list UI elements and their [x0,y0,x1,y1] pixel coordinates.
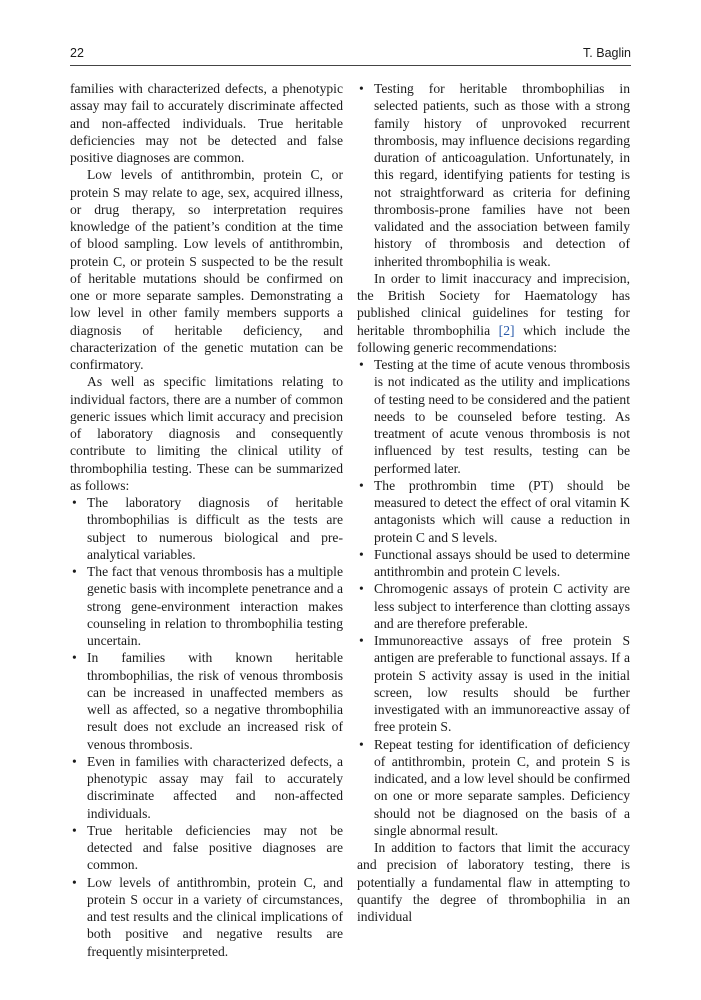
bullet-icon: • [72,753,77,769]
list-item [70,822,343,874]
bullet-icon: • [359,736,364,752]
list-item [357,80,630,270]
running-head-author: T. Baglin [583,46,631,60]
list-item [357,356,630,477]
list-item [70,649,343,753]
paragraph-text: In order to limit inaccuracy and imprecision, the British Society for Haematology has published clinical guidelines for testing for heritable thrombophilia [357,270,630,338]
list-item-text: Chromogenic assays of protein C activity are less subject to interference than clotting assays and are therefore preferable. [374,581,630,631]
list-item [357,632,630,736]
right-paragraph-2: In addition to factors that limit the accuracy and precision of laboratory testing, there is potentially a fundamental flaw in attempting to quantify the degree of thrombophilia in an individual [357,840,630,924]
bullet-icon: • [72,874,77,890]
bullet-icon: • [72,495,77,510]
header-rule [70,65,631,66]
left-paragraph-1: families with characterized defects, a phenotypic assay may fail to accurately discriminate affected and non-affected individuals. True heritable deficiencies may not be detected and false positive diagnoses are common. [70,81,343,165]
limitations-bullet-list [70,494,343,960]
list-item-text: Immunoreactive assays of free protein S antigen are preferable to functional assays. If a protein S activity assay is used in the initial screen, low results should be further investigated with an immunoreactive assay of free protein S. [374,633,630,735]
bullet-icon: • [359,581,364,597]
page-number: 22 [70,46,84,60]
left-paragraph-3: As well as specific limitations relating to individual factors, there are a number of common generic issues which limit accuracy and precision of laboratory diagnosis and consequently contribute to limiting the clinical utility of thrombophilia testing. These can be summarized as follows: [70,374,343,493]
bullet-icon: • [72,822,77,838]
list-item-text: True heritable deficiencies may not be detected and false positive diagnoses are common. [87,822,343,873]
left-column [70,80,343,960]
bullet-icon: • [359,633,364,648]
list-item [70,563,343,649]
list-item-text: The laboratory diagnosis of heritable thrombophilias is difficult as the tests are subject to numerous biological and pre-analytical variables. [87,495,343,562]
bullet-icon: • [359,81,364,96]
list-item-text: Testing at the time of acute venous thrombosis is not indicated as the utility and implications of testing need to be considered and the patient needs to be counseled before testing. As treatment of acute venous thrombosis is not influenced by test results, testing can be performed later. [374,357,630,476]
list-item-text: In families with known heritable thrombophilias, the risk of venous thrombosis can be increased in unaffected members as well as affected, so a negative thrombophilia result does not exclude an increased risk of venous thrombosis. [87,650,343,752]
bullet-icon: • [72,650,77,666]
list-item [357,736,630,840]
bullet-icon: • [359,357,364,372]
page-header [70,40,631,66]
list-item-text: Repeat testing for identification of deficiency of antithrombin, protein C, and protein S is indicated, and a low level should be confirmed on one or more separate samples. Deficiency should not be diagnosed on the basis of a single abnormal result. [374,736,630,838]
list-item-text: Low levels of antithrombin, protein C, and protein S occur in a variety of circumstances, and test results and the clinical implications of both positive and negative results are frequently misinterpreted. [87,874,343,959]
list-item [357,580,630,632]
recommendations-bullet-list [357,356,630,839]
list-item [70,753,343,822]
citation-link[interactable]: [2] [498,322,515,338]
list-item [70,874,343,960]
list-item [357,477,630,546]
bullet-icon: • [72,564,77,579]
list-item [70,494,343,563]
list-item-text: Testing for heritable thrombophilias in selected patients, such as those with a strong family history of unprovoked recurrent thrombosis, may influence decisions regarding duration of anticoagulation. Unfortunately, in this regard, identifying patients for testing is not straightforward as criteria for defining thrombosis-prone families have not been validated and the association between family history of thrombosis and detection of inherited thrombophilia is weak. [374,81,630,269]
paragraph-text: which include the following generic recommendations: [357,322,630,355]
bullet-icon: • [359,546,364,562]
continued-bullet-list [357,80,630,270]
bullet-icon: • [359,477,364,493]
right-paragraph-1 [357,270,630,356]
list-item [357,546,630,581]
list-item-text: Functional assays should be used to determine antithrombin and protein C levels. [374,546,630,579]
left-paragraph-2: Low levels of antithrombin, protein C, or protein S may relate to age, sex, acquired illness, or drug therapy, so interpretation requires knowledge of the patient’s condition at the time of blood sampling. Low levels of antithrombin, protein C, or protein S suspected to be the result of heritable mutations should be confirmed on one or more separate samples. Demonstrating a low level in other family members supports a diagnosis of heritable deficiency, and characterization of the genetic mutation can be confirmatory. [70,167,343,372]
list-item-text: Even in families with characterized defects, a phenotypic assay may fail to accurately discriminate affected and non-affected individuals. [87,753,343,821]
list-item-text: The prothrombin time (PT) should be measured to detect the effect of oral vitamin K antagonists which will cause a reduction in protein C and S levels. [374,477,630,545]
list-item-text: The fact that venous thrombosis has a multiple genetic basis with incomplete penetrance and a strong gene-environment interaction makes counseling in relation to thrombophilia testing uncertain. [87,564,343,648]
right-column [357,80,630,925]
